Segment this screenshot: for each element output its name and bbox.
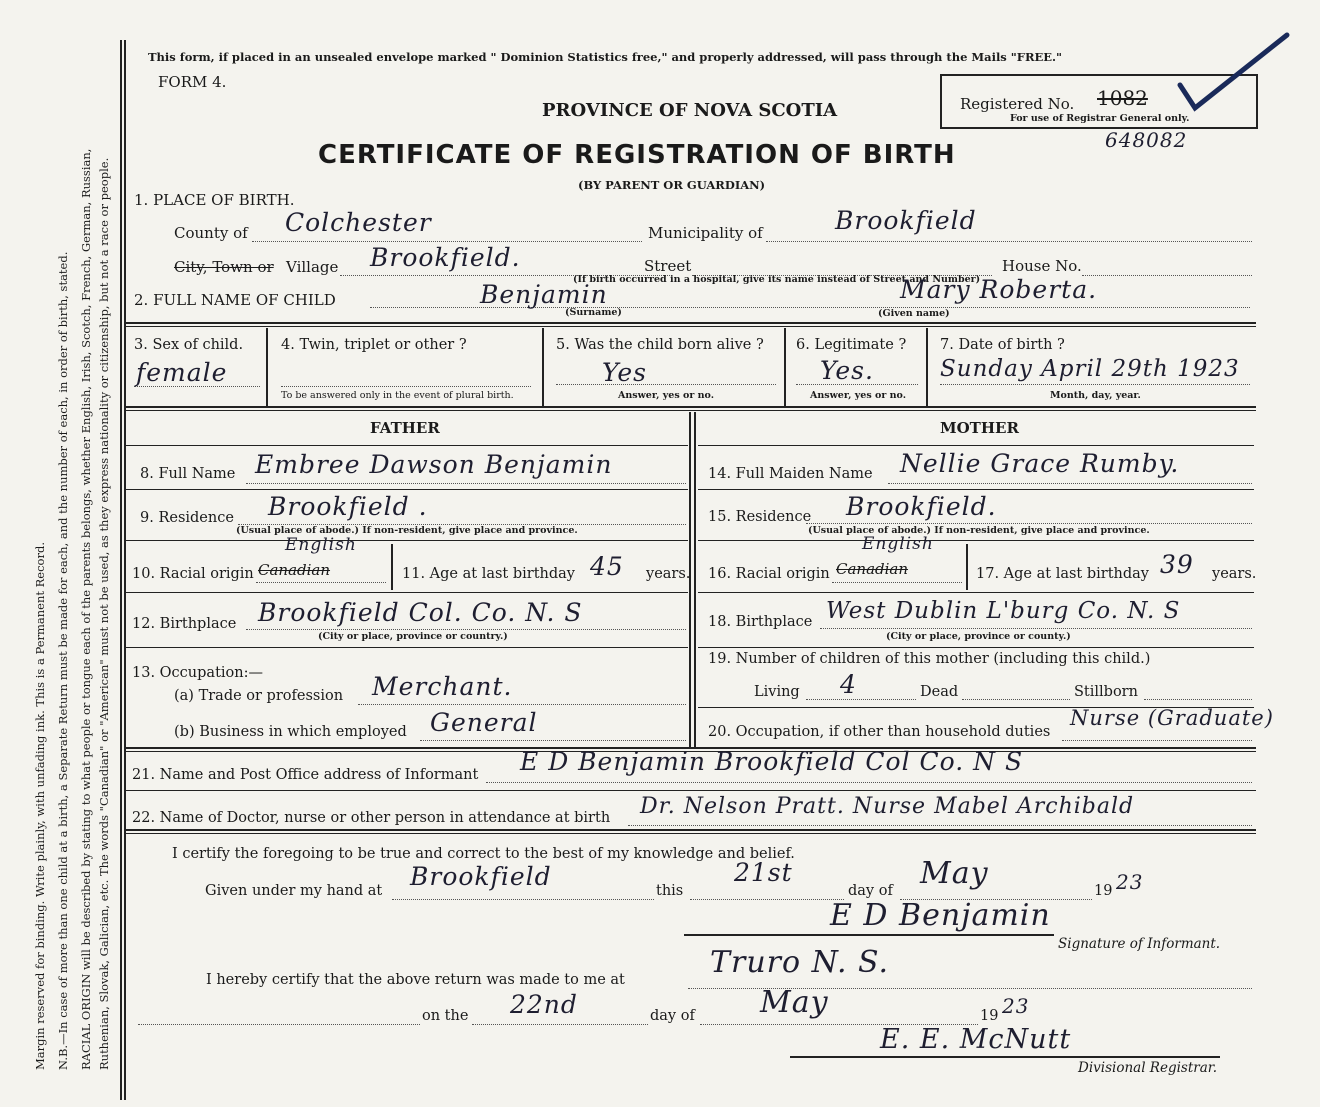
registrar-year-value: 23 [1002, 994, 1030, 1018]
registrar-place-value: Truro N. S. [710, 945, 890, 980]
given-year-prefix: 19 [1094, 883, 1113, 899]
stillborn-label: Stillborn [1074, 684, 1138, 700]
mother-residence-note: (Usual place of abode.) If non-resident, give place and province. [808, 525, 1150, 536]
registrar-signature-caption: Divisional Registrar. [1078, 1060, 1218, 1076]
doctor-label: 22. Name of Doctor, nurse or other person in attendance at birth [132, 810, 611, 826]
certificate-title: CERTIFICATE OF REGISTRATION OF BIRTH [318, 140, 956, 170]
father-racial-label: 10. Racial origin [132, 566, 254, 582]
sex-label: 3. Sex of child. [134, 337, 244, 353]
divider-4 [124, 829, 1256, 831]
margin-note-binding: Margin reserved for binding. Write plainly, with unfading ink. This is a Permanent Record. [33, 542, 47, 1070]
father-business-value: General [430, 708, 538, 737]
mother-birthplace-note: (City or place, province or county.) [886, 631, 1071, 642]
informant-label: 21. Name and Post Office address of Informant [132, 767, 479, 783]
born-alive-value: Yes [602, 358, 647, 387]
province-heading: PROVINCE OF NOVA SCOTIA [542, 100, 838, 121]
given-year-value: 23 [1116, 870, 1144, 894]
mother-age-value: 39 [1160, 550, 1194, 579]
father-residence-label: 9. Residence [140, 510, 234, 526]
father-residence-note: (Usual place of abode.) If non-resident, give place and province. [236, 525, 578, 536]
father-birthplace-note: (City or place, province or country.) [318, 631, 508, 642]
county-label: County of [174, 224, 248, 242]
mother-residence-label: 15. Residence [708, 509, 812, 525]
father-trade-value: Merchant. [372, 672, 513, 701]
registrar-day-of-label: day of [650, 1008, 695, 1024]
date-of-birth-note: Month, day, year. [1050, 390, 1141, 401]
twin-note: To be answered only in the event of plural birth. [281, 390, 514, 401]
street-label: Street [644, 257, 692, 275]
father-business-label: (b) Business in which employed [174, 724, 407, 740]
house-number-label: House No. [1002, 257, 1082, 275]
municipality-value: Brookfield [835, 206, 977, 235]
form-number: FORM 4. [158, 73, 227, 91]
margin-note-racial-origin-1: RACIAL ORIGIN will be described by stating to what people or tongue each of the parents belongs, whether English, Irish, Scotch, French, German, Russian, [79, 148, 93, 1070]
father-heading: FATHER [370, 419, 440, 437]
mother-birthplace-label: 18. Birthplace [708, 614, 813, 630]
father-occupation-label: 13. Occupation:— [132, 665, 263, 681]
given-under-label: Given under my hand at [205, 883, 383, 899]
father-trade-label: (a) Trade or profession [174, 688, 344, 704]
registrar-month-value: May [760, 985, 829, 1020]
binding-margin-line-2 [124, 40, 126, 1100]
twin-label: 4. Twin, triplet or other ? [281, 337, 467, 353]
mother-name-value: Nellie Grace Rumby. [900, 449, 1180, 478]
father-age-value: 45 [590, 552, 624, 581]
informant-signature-caption: Signature of Informant. [1058, 936, 1221, 952]
village-label: Village [286, 258, 339, 276]
father-name-label: 8. Full Name [140, 466, 236, 482]
given-month-value: May [920, 856, 989, 891]
divider-2 [124, 406, 1256, 408]
registrar-signature: E. E. McNutt [880, 1024, 1072, 1055]
born-alive-note: Answer, yes or no. [618, 390, 715, 401]
father-racial-value: English [285, 535, 357, 555]
margin-note-multiple-births: N.B.—In case of more than one child at a birth, a Separate Return must be made for each, and the number of each, in order of birth, stated. [56, 251, 70, 1070]
child-given-name: Mary Roberta. [900, 275, 1098, 304]
this-label: this [656, 883, 684, 899]
given-day-of-label: day of [848, 883, 893, 899]
legitimate-value: Yes. [820, 356, 874, 385]
certificate-subtitle: (BY PARENT OR GUARDIAN) [578, 178, 766, 192]
date-of-birth-value: Sunday April 29th 1923 [940, 356, 1240, 382]
child-surname: Benjamin [480, 280, 608, 309]
municipality-label: Municipality of [648, 224, 763, 242]
informant-signature: E D Benjamin [830, 898, 1051, 933]
hospital-note: (If birth occurred in a hospital, give its name instead of Street and Number) [573, 274, 981, 285]
mother-children-label: 19. Number of children of this mother (including this child.) [708, 651, 1151, 667]
mother-residence-value: Brookfield. [846, 492, 997, 521]
father-residence-value: Brookfield . [268, 492, 428, 521]
father-birthplace-label: 12. Birthplace [132, 616, 237, 632]
place-of-birth-label: 1. PLACE OF BIRTH. [134, 191, 295, 209]
dead-label: Dead [920, 684, 959, 700]
checkmark-icon [1175, 30, 1295, 120]
margin-note-racial-origin-2: Ruthenian, Slovak, Galician, etc. The words "Canadian" or "American" must not be used, as they express nationality or citizenship, but not a race or people. [97, 157, 111, 1070]
registrar-day-value: 22nd [510, 990, 578, 1019]
registrar-year-prefix: 19 [980, 1008, 999, 1024]
doctor-value: Dr. Nelson Pratt. Nurse Mabel Archibald [640, 794, 1135, 819]
city-town-struck: City, Town or [174, 258, 274, 276]
divider-1 [124, 322, 1256, 324]
mother-heading: MOTHER [940, 419, 1019, 437]
given-day-value: 21st [734, 858, 793, 887]
village-value: Brookfield. [370, 243, 521, 272]
father-racial-struck: Canadian [258, 561, 331, 579]
sex-value: female [136, 358, 228, 387]
father-years-label: years. [646, 566, 691, 582]
given-name-caption: (Given name) [878, 308, 950, 319]
mother-birthplace-value: West Dublin L'burg Co. N. S [826, 598, 1181, 624]
legitimate-label: 6. Legitimate ? [796, 337, 907, 353]
registrar-statement: I hereby certify that the above return was made to me at [206, 972, 625, 988]
mother-occupation-label: 20. Occupation, if other than household duties [708, 724, 1051, 740]
certification-statement: I certify the foregoing to be true and correct to the best of my knowledge and belief. [172, 846, 795, 862]
father-name-value: Embree Dawson Benjamin [255, 450, 613, 479]
mother-racial-value: English [862, 534, 934, 554]
handwritten-registration-number: 648082 [1105, 128, 1188, 152]
living-value: 4 [840, 670, 857, 699]
legitimate-note: Answer, yes or no. [810, 390, 907, 401]
mother-racial-struck: Canadian [836, 560, 909, 578]
surname-caption: (Surname) [565, 307, 622, 318]
father-age-label: 11. Age at last birthday [402, 566, 575, 582]
on-the-label: on the [422, 1008, 469, 1024]
mail-notice: This form, if placed in an unsealed envelope marked " Dominion Statistics free," and properly addressed, will pass through the Mails "FREE." [148, 50, 1063, 64]
mother-name-label: 14. Full Maiden Name [708, 466, 873, 482]
county-value: Colchester [285, 208, 432, 237]
born-alive-label: 5. Was the child born alive ? [556, 337, 764, 353]
date-of-birth-label: 7. Date of birth ? [940, 337, 1065, 353]
registered-value: 1082 [1097, 86, 1148, 110]
registered-label: Registered No. [960, 95, 1075, 113]
binding-margin-line [120, 40, 122, 1100]
given-place-value: Brookfield [410, 862, 552, 891]
mother-occupation-value: Nurse (Graduate) [1070, 706, 1274, 730]
registrar-note: For use of Registrar General only. [1010, 113, 1190, 124]
mother-racial-label: 16. Racial origin [708, 566, 830, 582]
mother-years-label: years. [1212, 566, 1257, 582]
informant-value: E D Benjamin Brookfield Col Co. N S [520, 747, 1024, 776]
child-name-label: 2. FULL NAME OF CHILD [134, 291, 336, 309]
mother-age-label: 17. Age at last birthday [976, 566, 1149, 582]
father-birthplace-value: Brookfield Col. Co. N. S [258, 598, 583, 627]
living-label: Living [754, 684, 800, 700]
